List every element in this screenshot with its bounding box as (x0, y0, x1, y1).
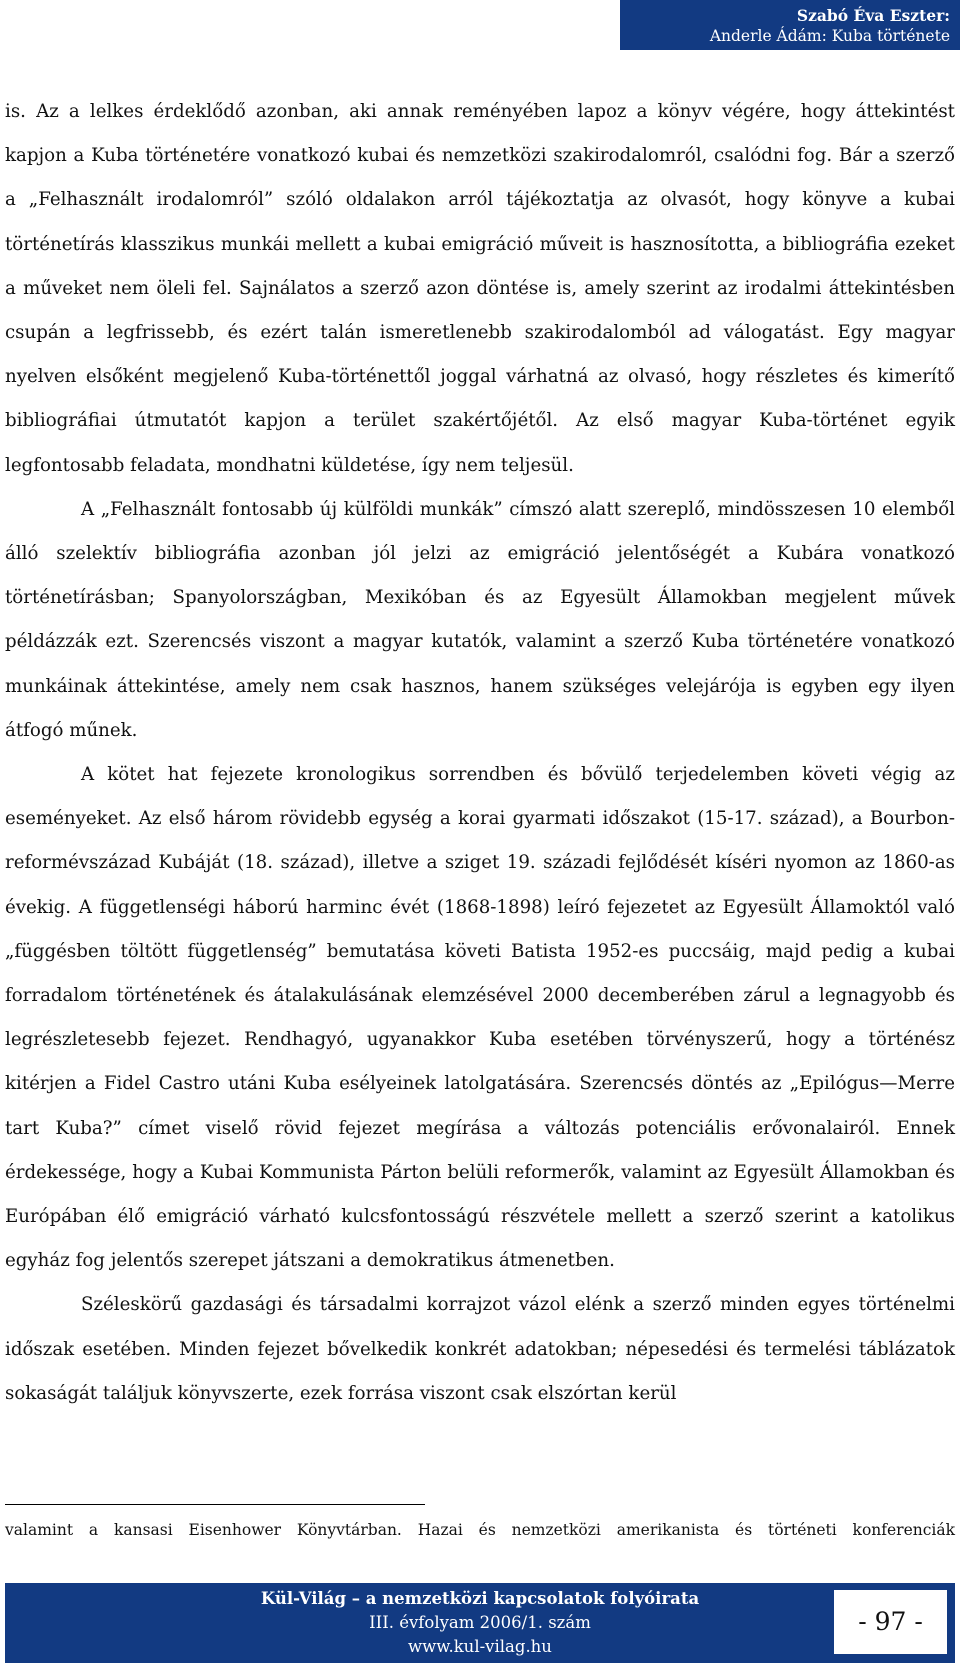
header-review-title: Anderle Ádám: Kuba története (709, 27, 950, 45)
page-number: - 97 - (834, 1590, 947, 1654)
footnote-divider (5, 1504, 425, 1505)
paragraph-4: Széleskörű gazdasági és társadalmi korrajzot vázol elénk a szerző minden egyes történelmi időszak esetében. Minden fejezet bővelkedik konkrét adatokban; népesedési és termelési táblázatok sokaságát találjuk könyvszerte, ezek forrása viszont csak elszórtan kerül (5, 1294, 955, 1404)
footer-journal-info (5, 1587, 955, 1659)
footer-issue: III. évfolyam 2006/1. szám (369, 1613, 591, 1632)
footer-website: www.kul-vilag.hu (408, 1637, 552, 1656)
page-footer (5, 1583, 955, 1663)
paragraph-3: A kötet hat fejezete kronologikus sorrendben és bővülő terjedelemben követi végig az eseményeket. Az első három rövidebb egység a korai gyarmati időszakot (15-17. század), a Bourbon-reformévszázad Kubáját (18. század), illetve a sziget 19. századi fejlődését kíséri nyomon az 1860-as évekig. A függetlenségi háború harminc évét (1868-1898) leíró fejezetet az Egyesült Államoktól való „függésben töltött függetlenség” bemutatása követi Batista 1952-es puccsáig, majd pedig a kubai forradalom történetének és átalakulásának elemzésével 2000 decemberében zárul a legnagyobb és legrészletesebb fejezet. Rendhagyó, ugyanakkor Kuba esetében törvényszerű, hogy a történész kitérjen a Fidel Castro utáni Kuba esélyeinek latolgatására. Szerencsés döntés az „Epilógus—Merre tart Kuba?” címet viselő rövid fejezet megírása a változás potenciális erővonalairól. Ennek érdekessége, hogy a Kubai Kommunista Párton belüli reformerők, valamint az Egyesült Államokban és Európában élő emigráció várható kulcsfontosságú részvétele mellett a szerző szerint a katolikus egyház fog jelentős szerepet játszani a demokratikus átmenetben. (5, 764, 955, 1272)
paragraph-1: is. Az a lelkes érdeklődő azonban, aki annak reményében lapoz a könyv végére, hogy áttekintést kapjon a Kuba történetére vonatkozó kubai és nemzetközi szakirodalomról, csalódni fog. Bár a szerző a „Felhasznált irodalomról” szóló oldalakon arról tájékoztatja az olvasót, hogy könyve a kubai történetírás klasszikus munkái mellett a kubai emigráció műveit is hasznosította, a bibliográfia ezeket a műveket nem öleli fel. Sajnálatos a szerző azon döntése is, amely szerint az irodalmi áttekintésben csupán a legfrissebb, és ezért talán ismeretlenebb szakirodalomból ad válogatást. Egy magyar nyelven elsőként megjelenő Kuba-történettől joggal várhatná az olvasó, hogy részletes és kimerítő bibliográfiai útmutatót kapjon a terület szakértőjétől. Az első magyar Kuba-történet egyik legfontosabb feladata, mondhatni küldetése, így nem teljesül. (5, 101, 955, 476)
header-author: Szabó Éva Eszter: (796, 6, 950, 25)
footer-journal-title: Kül-Világ – a nemzetközi kapcsolatok folyóirata (260, 1589, 700, 1608)
running-header (620, 0, 960, 50)
paragraph-2: A „Felhasznált fontosabb új külföldi munkák” címszó alatt szereplő, mindösszesen 10 elemből álló szelektív bibliográfia azonban jól jelzi az emigráció jelentőségét a Kubára vonatkozó történetírásban; Spanyolországban, Mexikóban és az Egyesült Államokban megjelent művek példázzák ezt. Szerencsés viszont a magyar kutatók, valamint a szerző Kuba történetére vonatkozó munkáinak áttekintése, amely nem csak hasznos, hanem szükséges velejárója is egyben egy ilyen átfogó műnek. (5, 498, 955, 741)
footnote-text: valamint a kansasi Eisenhower Könyvtárban. Hazai és nemzetközi amerikanista és történeti konferenciák (5, 1521, 955, 1539)
article-body (5, 90, 955, 1416)
